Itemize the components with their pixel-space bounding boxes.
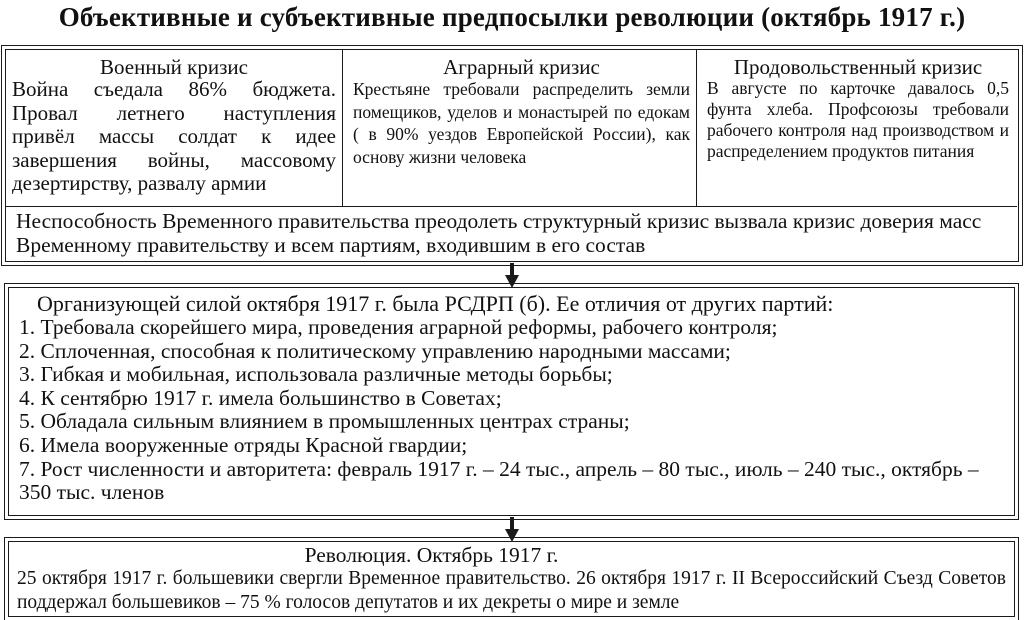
list-item: 6. Имела вооруженные отряды Красной гвардии; bbox=[19, 432, 468, 457]
agrarian-crisis-text: Крестьяне требовали распределить земли помещиков, уделов и монастырей по едокам ( в 90% уездов Европейской России), как основу жизни человека bbox=[353, 79, 690, 167]
food-crisis-column bbox=[696, 50, 1017, 206]
food-crisis-heading: Продовольственный кризис bbox=[733, 55, 983, 79]
list-item: 5. Обладала сильным влиянием в промышленных центрах страны; bbox=[19, 409, 630, 434]
list-item: 7. Рост численности и авторитета: февраль 1917 г. – 24 тыс., апрель – 80 тыс., июль – 240 тыс., октябрь – 350 тыс. членов bbox=[19, 456, 979, 505]
list-item: 4. К сентябрю 1917 г. имела большинство в Советах; bbox=[19, 385, 502, 410]
list-item: 3. Гибкая и мобильная, использовала различные методы борьбы; bbox=[19, 362, 613, 387]
list-item: 2. Сплоченная, способная к политическому управлению народными массами; bbox=[19, 338, 731, 363]
arrow-down-icon bbox=[504, 517, 520, 543]
crisis-summary: Неспособность Временного правительства преодолеть структурный кризис вызвала кризис доверия масс Временному правительству и всем партиям, входившим в его состав bbox=[6, 206, 1017, 260]
revolution-heading: Революция. Октябрь 1917 г. bbox=[304, 543, 559, 567]
agrarian-crisis-heading: Аграрный кризис bbox=[443, 55, 600, 79]
revolution-block bbox=[8, 541, 1015, 617]
agrarian-crisis-column bbox=[342, 50, 696, 206]
food-crisis-text: В августе по карточке давалось 0,5 фунта хлеба. Профсоюзы требовали рабочего контроля над производством и распределением продуктов питания bbox=[707, 78, 1009, 161]
military-crisis-column bbox=[6, 50, 342, 206]
organization-heading: Организующей силой октября 1917 г. была РСДРП (б). Ее отличия от других партий: bbox=[37, 291, 834, 316]
military-crisis-text: Война съедала 86% бюджета. Провал летнего наступления привёл массы солдат к идее завершения войны, массовому дезертирству, развалу армии bbox=[12, 77, 336, 195]
revolution-text: 25 октября 1917 г. большевики свергли Временное правительство. 26 октября 1917 г. II Всероссийский Съезд Советов поддержал большевиков – 75 % голосов депутатов и их декреты о мире и земле bbox=[17, 568, 1006, 613]
organization-list bbox=[19, 316, 1004, 505]
list-item: 1. Требовала скорейшего мира, проведения аграрной реформы, рабочего контроля; bbox=[19, 315, 778, 339]
crises-block bbox=[5, 49, 1019, 262]
arrow-down-icon bbox=[504, 263, 520, 289]
military-crisis-heading: Военный кризис bbox=[100, 55, 248, 79]
organization-block bbox=[8, 287, 1015, 516]
page-title: Объективные и субъективные предпосылки революции (октябрь 1917 г.) bbox=[58, 2, 966, 32]
